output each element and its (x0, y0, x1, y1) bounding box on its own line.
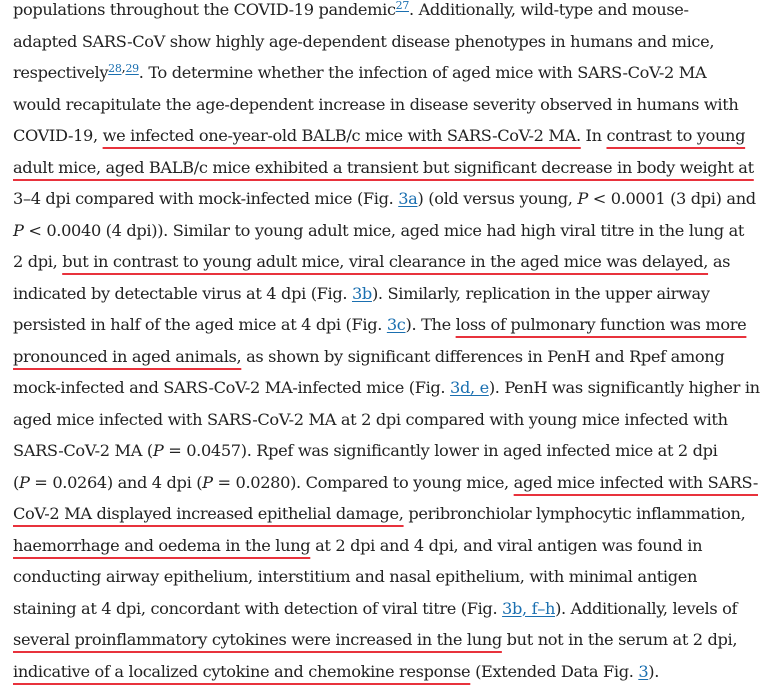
text-segment: < 0.0040 (4 dpi)). Similar to young adult mice, aged mice had high viral titre in the lung at (23, 220, 745, 240)
text-segment: , (121, 59, 126, 76)
reference-link[interactable]: 29 (125, 61, 139, 75)
text-segment: . To determine whether the infection of aged mice with SARS-CoV-2 MA (138, 63, 707, 82)
text-segment: ). The (405, 315, 456, 334)
highlighted-text: but in contrast to young adult mice, viral clearance in the aged mice was delayed, (62, 252, 709, 271)
highlighted-text: CoV-2 MA displayed increased epithelial damage, (13, 504, 404, 523)
highlighted-text: several proinflammatory cytokines were increased in the lung (13, 630, 502, 649)
text-line (13, 467, 763, 499)
text-line (13, 624, 763, 656)
reference-link[interactable]: 3a (398, 189, 418, 208)
reference-link[interactable]: 3d, e (450, 378, 489, 397)
reference-link[interactable]: 3b (351, 283, 372, 303)
highlighted-text: loss of pulmonary function was more (455, 315, 747, 334)
highlighted-text: adult mice, aged BALB/c mice exhibited a transient but significant decrease in body weight at (13, 157, 754, 177)
text-segment: COVID-19, (13, 126, 103, 145)
text-segment: mock-infected and SARS-CoV-2 MA-infected mice (Fig. (13, 378, 451, 397)
text-line (13, 215, 763, 247)
reference-link[interactable]: 28 (108, 61, 122, 75)
text-segment: 3–4 dpi compared with mock-infected mice (Fig. (13, 189, 399, 208)
text-segment: (Extended Data Fig. (470, 661, 639, 681)
text-segment: = 0.0264) and 4 dpi ( (29, 472, 203, 492)
highlighted-text: pronounced in aged animals, (13, 346, 242, 366)
text-line (13, 89, 763, 121)
text-segment: staining at 4 dpi, concordant with detection of viral titre (Fig. (13, 598, 503, 618)
text-line (13, 246, 763, 278)
text-segment: but not in the serum at 2 dpi, (501, 630, 738, 649)
text-line (13, 120, 763, 152)
italic-symbol: P (152, 441, 164, 460)
text-line (13, 498, 763, 530)
text-line (13, 152, 763, 184)
text-segment: would recapitulate the age-dependent increase in disease severity observed in humans with (13, 94, 739, 114)
text-line (13, 404, 763, 436)
text-segment: respectively (13, 63, 109, 82)
text-line (13, 57, 763, 89)
text-line (13, 183, 763, 215)
text-line (13, 309, 763, 341)
text-segment: ( (13, 472, 19, 492)
text-segment: < 0.0001 (3 dpi) and (587, 189, 756, 208)
text-segment: ). Additionally, levels of (555, 598, 738, 618)
reference-link[interactable]: 3 (638, 661, 649, 681)
text-segment: conducting airway epithelium, interstitium and nasal epithelium, with minimal antigen (13, 567, 698, 586)
superscript (125, 60, 138, 76)
text-segment: ). PenH was significantly higher in (488, 378, 760, 397)
text-segment: indicated by detectable virus at 4 dpi (Fig. (13, 283, 352, 303)
highlighted-text: indicative of a localized cytokine and chemokine response (13, 661, 471, 681)
reference-link[interactable]: 3c (386, 315, 406, 334)
highlighted-text: aged mice infected with SARS- (513, 472, 758, 492)
text-segment: aged mice infected with SARS-CoV-2 MA at 2 dpi compared with young mice infected with (13, 409, 728, 429)
text-segment: as shown by significant differences in PenH and Rpef among (241, 346, 725, 366)
text-line (13, 593, 763, 625)
text-segment: 2 dpi, (13, 252, 63, 271)
reference-link[interactable]: 3b, f–h (502, 598, 556, 618)
text-segment: populations throughout the COVID-19 pandemic (13, 0, 396, 19)
text-segment: at 2 dpi and 4 dpi, and viral antigen was found in (310, 535, 703, 555)
highlighted-text: we infected one-year-old BALB/c mice with SARS-CoV-2 MA. (102, 126, 581, 145)
text-line (13, 435, 763, 467)
text-segment: In (580, 126, 607, 145)
text-segment: . Additionally, wild-type and mouse- (408, 0, 689, 19)
superscript (396, 0, 409, 13)
highlighted-text: contrast to young (606, 126, 746, 145)
italic-symbol: P (577, 189, 588, 208)
text-segment: = 0.0457). Rpef was significantly lower in aged infected mice at 2 dpi (163, 441, 718, 460)
text-segment: peribronchiolar lymphocytic inflammation, (403, 504, 746, 523)
italic-symbol: P (13, 220, 24, 240)
text-segment: ). Similarly, replication in the upper airway (371, 283, 710, 303)
text-segment: ) (old versus young, (417, 189, 578, 208)
text-line (13, 530, 763, 562)
highlighted-text: haemorrhage and oedema in the lung (13, 535, 311, 555)
text-segment: ). (648, 661, 660, 681)
article-paragraph (13, 0, 763, 687)
italic-symbol: P (18, 472, 30, 492)
text-line (13, 278, 763, 310)
text-line (13, 372, 763, 404)
text-line (13, 0, 763, 26)
italic-symbol: P (202, 472, 213, 492)
superscript (108, 60, 121, 76)
text-segment: persisted in half of the aged mice at 4 dpi (Fig. (13, 315, 387, 334)
text-segment: = 0.0280). Compared to young mice, (212, 472, 514, 492)
text-line (13, 341, 763, 373)
text-segment: as (708, 252, 731, 271)
text-segment: SARS-CoV-2 MA ( (13, 441, 153, 460)
reference-link[interactable]: 27 (395, 0, 409, 12)
text-line (13, 561, 763, 593)
text-line (13, 656, 763, 688)
text-line (13, 26, 763, 58)
text-segment: adapted SARS-CoV show highly age-dependent disease phenotypes in humans and mice, (13, 31, 715, 51)
